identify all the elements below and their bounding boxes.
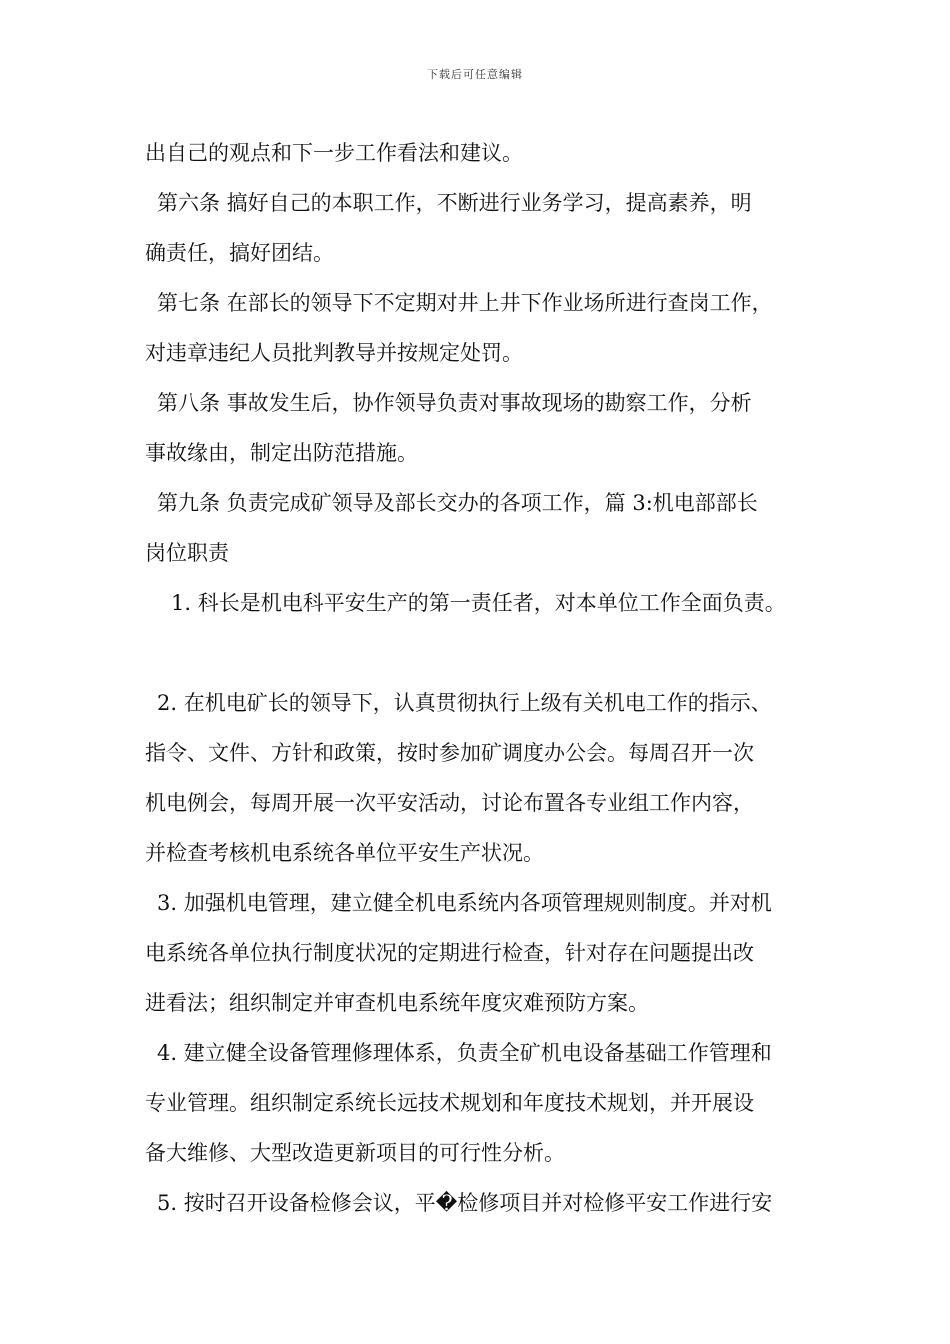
- paragraph-line: 对违章违纪人员批判教导并按规定处罚。: [145, 341, 523, 365]
- paragraph-line: 出自己的观点和下一步工作看法和建议。: [145, 141, 523, 165]
- item-4-line: 4. 建立健全设备管理修理体系，负责全矿机电设备基础工作管理和: [157, 1041, 772, 1065]
- paragraph-line: 确责任，搞好团结。: [145, 241, 334, 265]
- article-7-line: 第七条 在部长的领导下不定期对井上井下作业场所进行查岗工作，: [157, 291, 773, 315]
- item-5-line: 5. 按时召开设备检修会议，平�检修项目并对检修平安工作进行安: [157, 1191, 773, 1215]
- section-title-line: 岗位职责: [145, 541, 229, 565]
- page-header: 下载后可任意编辑: [427, 68, 523, 81]
- item-1-line: 1. 科长是机电科平安生产的第一责任者，对本单位工作全面负责。: [171, 591, 786, 615]
- paragraph-line: 电系统各单位执行制度状况的定期进行检查，针对存在问题提出改: [145, 941, 754, 965]
- item-3-line: 3. 加强机电管理，建立健全机电系统内各项管理规则制度。并对机: [157, 891, 772, 915]
- article-6-line: 第六条 搞好自己的本职工作，不断进行业务学习，提高素养，明: [157, 191, 752, 215]
- paragraph-line: 专业管理。组织制定系统长远技术规划和年度技术规划，并开展设: [145, 1091, 754, 1115]
- article-8-line: 第八条 事故发生后，协作领导负责对事故现场的勘察工作，分析: [157, 391, 752, 415]
- document-body: [145, 128, 825, 1228]
- blank-line: [145, 628, 825, 678]
- item-2-line: 2. 在机电矿长的领导下，认真贯彻执行上级有关机电工作的指示、: [157, 691, 772, 715]
- paragraph-line: 进看法；组织制定并审查机电系统年度灾难预防方案。: [145, 991, 649, 1015]
- paragraph-line: 备大维修、大型改造更新项目的可行性分析。: [145, 1141, 565, 1165]
- paragraph-line: 指令、文件、方针和政策，按时参加矿调度办公会。每周召开一次: [145, 741, 754, 765]
- article-9-line: 第九条 负责完成矿领导及部长交办的各项工作，篇 3:机电部部长: [157, 491, 758, 515]
- paragraph-line: 并检查考核机电系统各单位平安生产状况。: [145, 841, 544, 865]
- paragraph-line: 机电例会，每周开展一次平安活动，讨论布置各专业组工作内容，: [145, 791, 754, 815]
- paragraph-line: 事故缘由，制定出防范措施。: [145, 441, 418, 465]
